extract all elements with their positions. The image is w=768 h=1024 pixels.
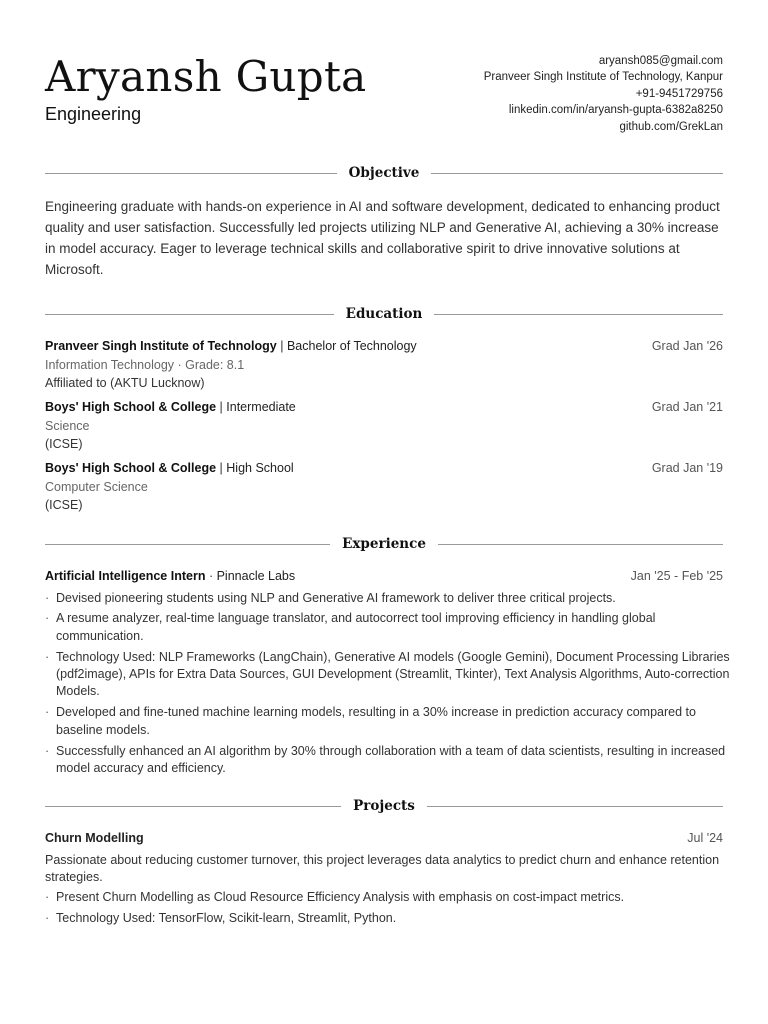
- education-entry: Boys' High School & College | High School Grad Jan '19 Computer Science (ICSE): [45, 459, 723, 515]
- divider-line: [45, 314, 334, 315]
- divider-line: [45, 544, 330, 545]
- project-description: Passionate about reducing customer turnover, this project leverages data analytics to predict churn and enhance retention strategies.: [45, 852, 720, 884]
- section-title: Projects: [353, 798, 415, 814]
- school-name: Pranveer Singh Institute of Technology: [45, 339, 277, 353]
- education-note: Affiliated to (AKTU Lucknow): [45, 376, 205, 390]
- projects-heading: [45, 796, 723, 816]
- school-name: Boys' High School & College: [45, 400, 217, 414]
- education-entry: Boys' High School & College | Intermediate Grad Jan '21 Science (ICSE): [45, 398, 723, 454]
- contact-linkedin[interactable]: linkedin.com/in/aryansh-gupta-6382a8250: [508, 104, 723, 117]
- project-date: Jul '24: [687, 831, 723, 845]
- field-of-study: Information Technology · Grade: 8.1: [45, 357, 245, 372]
- list-item: · Present Churn Modelling as Cloud Resource Efficiency Analysis with emphasis on cost-impact metrics.: [45, 890, 625, 905]
- list-item: · Devised pioneering students using NLP and Generative AI framework to deliver three critical projects.: [45, 590, 616, 605]
- field-of-study: Computer Science: [45, 479, 148, 494]
- section-title: Experience: [342, 536, 426, 552]
- degree: Intermediate: [226, 400, 296, 414]
- contact-institution: Pranveer Singh Institute of Technology, Kanpur: [483, 71, 723, 84]
- company-name: Pinnacle Labs: [216, 569, 296, 583]
- experience-heading: [45, 534, 723, 554]
- degree: Bachelor of Technology: [286, 339, 417, 353]
- list-item: · Successfully enhanced an AI algorithm by 30% through collaboration with a team of data scientists, resulting in increased model accuracy and efficiency.: [45, 743, 726, 775]
- divider-line: [438, 544, 723, 545]
- education-entry: Pranveer Singh Institute of Technology | Bachelor of Technology Grad Jan '26 Information Technology · Grade: 8.1 Affiliated to (AKTU Lucknow): [45, 337, 723, 393]
- degree: High School: [226, 461, 294, 475]
- field-of-study: Science: [45, 418, 90, 433]
- objective-heading: [45, 163, 723, 183]
- project-name: Churn Modelling: [45, 831, 144, 845]
- project-bullets: [45, 889, 723, 927]
- experience-bullets: [45, 590, 735, 778]
- divider-line: [434, 314, 723, 315]
- list-item: · Technology Used: TensorFlow, Scikit-learn, Streamlit, Python.: [45, 911, 397, 926]
- list-item: · A resume analyzer, real-time language translator, and autocorrect tool improving efficiency in handling global communication.: [45, 611, 656, 643]
- project-entry: [45, 829, 723, 931]
- graduation-date: Grad Jan '19: [651, 461, 723, 475]
- resume-header: [45, 0, 723, 140]
- divider-line: [431, 173, 723, 174]
- graduation-date: Grad Jan '26: [651, 339, 723, 353]
- contact-phone[interactable]: +91-9451729756: [635, 87, 723, 100]
- resume-page: [45, 0, 730, 926]
- list-item: · Developed and fine-tuned machine learning models, resulting in a 30% increase in prediction accuracy compared to baseline models.: [45, 705, 696, 737]
- list-item: · Technology Used: NLP Frameworks (LangChain), Generative AI models (Google Gemini), Document Processing Libraries (pdf2image), APIs for Extra Data Sources, GUI Development (Streamlit, Tkinter), Text Analysis Algorithms, Auto-correction Models.: [45, 649, 730, 699]
- education-heading: [45, 304, 723, 324]
- graduation-date: Grad Jan '21: [651, 400, 723, 414]
- section-title: Objective: [348, 165, 420, 181]
- contact-github[interactable]: github.com/GrekLan: [619, 120, 723, 133]
- contact-email[interactable]: aryansh085@gmail.com: [598, 55, 723, 67]
- education-note: (ICSE): [45, 437, 83, 451]
- divider-line: [45, 173, 337, 174]
- candidate-headline: Engineering: [45, 104, 142, 124]
- experience-entry: Artificial Intelligence Intern · Pinnacle Labs Jan '25 - Feb '25 · Devised pioneering students using NLP and Generative AI framework to deliver three critical projects. · A resume analyzer, real-time language translator, and autocorrect tool improving efficiency in handling global communication. · Technology Used: NLP Frameworks (LangChain), Generative AI models (Google Gemini), Document Processing Libraries (pdf2image), APIs for Extra Data Sources, GUI Development (Streamlit, Tkinter), Text Analysis Algorithms, Auto-correction Models. · Developed and fine-tuned machine learning models, resulting in a 30% increase in prediction accuracy compared to baseline models. · Successfully enhanced an AI algorithm by 30% through collaboration with a team of data scientists, resulting in increased model accuracy and efficiency.: [45, 567, 723, 781]
- job-dates: Jan '25 - Feb '25: [630, 569, 723, 583]
- contact-info: [484, 53, 723, 135]
- section-title: Education: [345, 306, 423, 322]
- school-name: Boys' High School & College: [45, 461, 217, 475]
- objective-text: Engineering graduate with hands-on experience in AI and software development, dedicated to enhancing product quality and user satisfaction. Successfully led projects utilizing NLP and Generative AI, achieving a 30% increase in model accuracy. Eager to leverage technical skills and collaborative spirit to drive innovative solutions at Microsoft.: [45, 199, 720, 277]
- divider-line: [45, 806, 341, 807]
- education-note: (ICSE): [45, 498, 83, 512]
- candidate-name: Aryansh Gupta: [45, 52, 367, 101]
- divider-line: [427, 806, 723, 807]
- job-role: Artificial Intelligence Intern: [45, 569, 206, 583]
